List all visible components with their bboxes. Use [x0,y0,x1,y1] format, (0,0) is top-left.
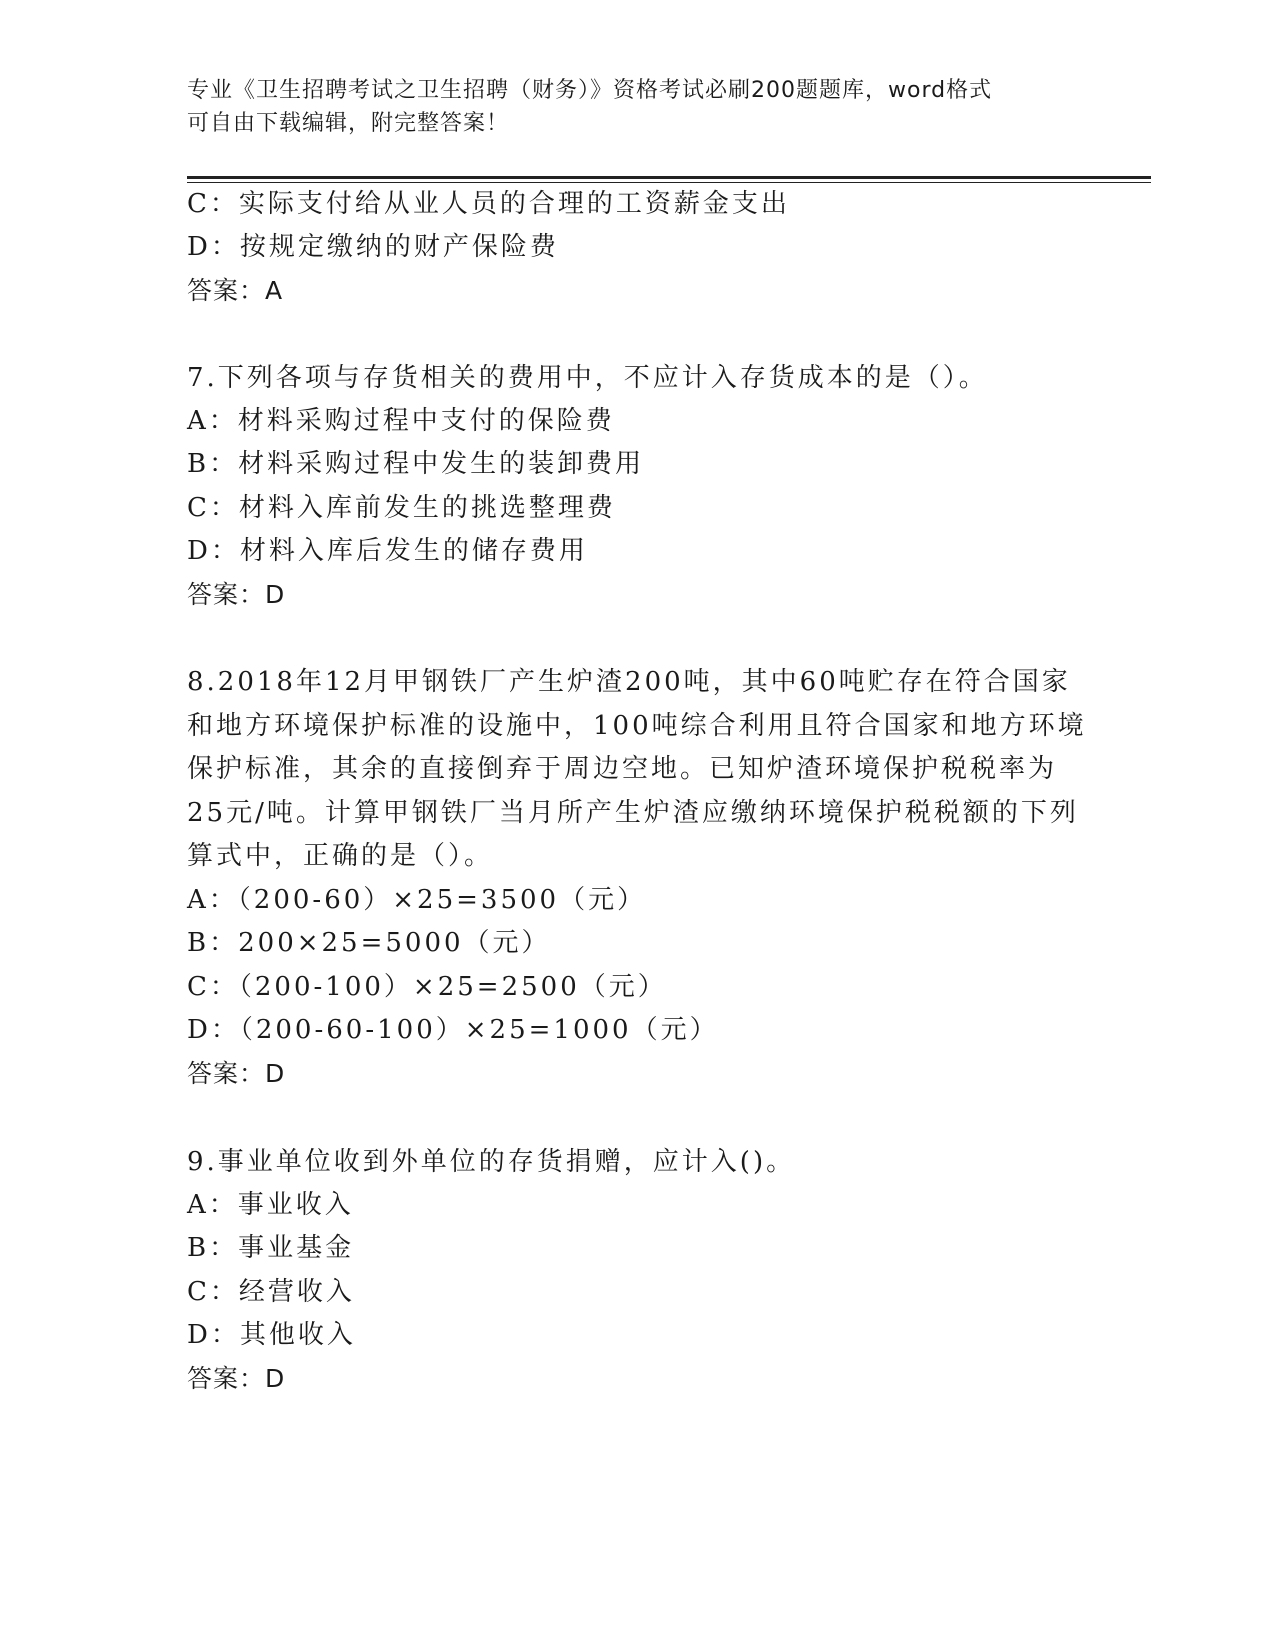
q8-stem-line4: 25元/吨。计算甲钢铁厂当月所产生炉渣应缴纳环境保护税税额的下列 [187,798,1079,828]
q8-stem-line5: 算式中，正确的是（）。 [187,841,494,871]
q7-option-c: C：材料入库前发生的挑选整理费 [187,493,616,523]
q8-stem-line1: 8.2018年12月甲钢铁厂产生炉渣200吨，其中60吨贮存在符合国家 [187,667,1071,697]
q7-option-b: B：材料采购过程中发生的装卸费用 [187,449,645,479]
prev-option-c: C：实际支付给从业人员的合理的工资薪金支出 [187,189,790,219]
q9-option-c: C：经营收入 [187,1277,355,1307]
q8-option-d: D：（200-60-100）×25=1000（元） [187,1015,719,1045]
prev-option-d: D：按规定缴纳的财产保险费 [187,232,559,262]
q7-answer: 答案：D [187,580,286,609]
header-title-line2: 可自由下载编辑，附完整答案！ [187,111,510,136]
header-title-line1: 专业《卫生招聘考试之卫生招聘（财务）》资格考试必刷200题题库，word格式 [187,78,993,103]
q9-option-b: B：事业基金 [187,1233,355,1263]
q8-stem-line3: 保护标准，其余的直接倒弃于周边空地。已知炉渣环境保护税税率为 [187,754,1058,784]
q9-option-d: D：其他收入 [187,1320,356,1350]
prev-answer: 答案：A [187,276,284,305]
q8-answer: 答案：D [187,1059,286,1088]
q7-option-d: D：材料入库后发生的储存费用 [187,536,588,566]
q7-stem: 7.下列各项与存货相关的费用中，不应计入存货成本的是（）。 [187,363,988,393]
q8-option-b: B：200×25=5000（元） [187,928,551,958]
q8-option-c: C：（200-100）×25=2500（元） [187,972,667,1002]
q8-stem-line2: 和地方环境保护标准的设施中，100吨综合利用且符合国家和地方环境 [187,711,1087,741]
q9-option-a: A：事业收入 [187,1190,354,1220]
q7-option-a: A：材料采购过程中支付的保险费 [187,406,615,436]
q9-stem: 9.事业单位收到外单位的存货捐赠，应计入()。 [187,1147,796,1177]
header-rule-thin [187,182,1151,183]
header-rule-thick [187,176,1151,179]
q8-option-a: A：（200-60）×25=3500（元） [187,885,647,915]
q9-answer: 答案：D [187,1364,286,1393]
document-header [187,74,1087,140]
